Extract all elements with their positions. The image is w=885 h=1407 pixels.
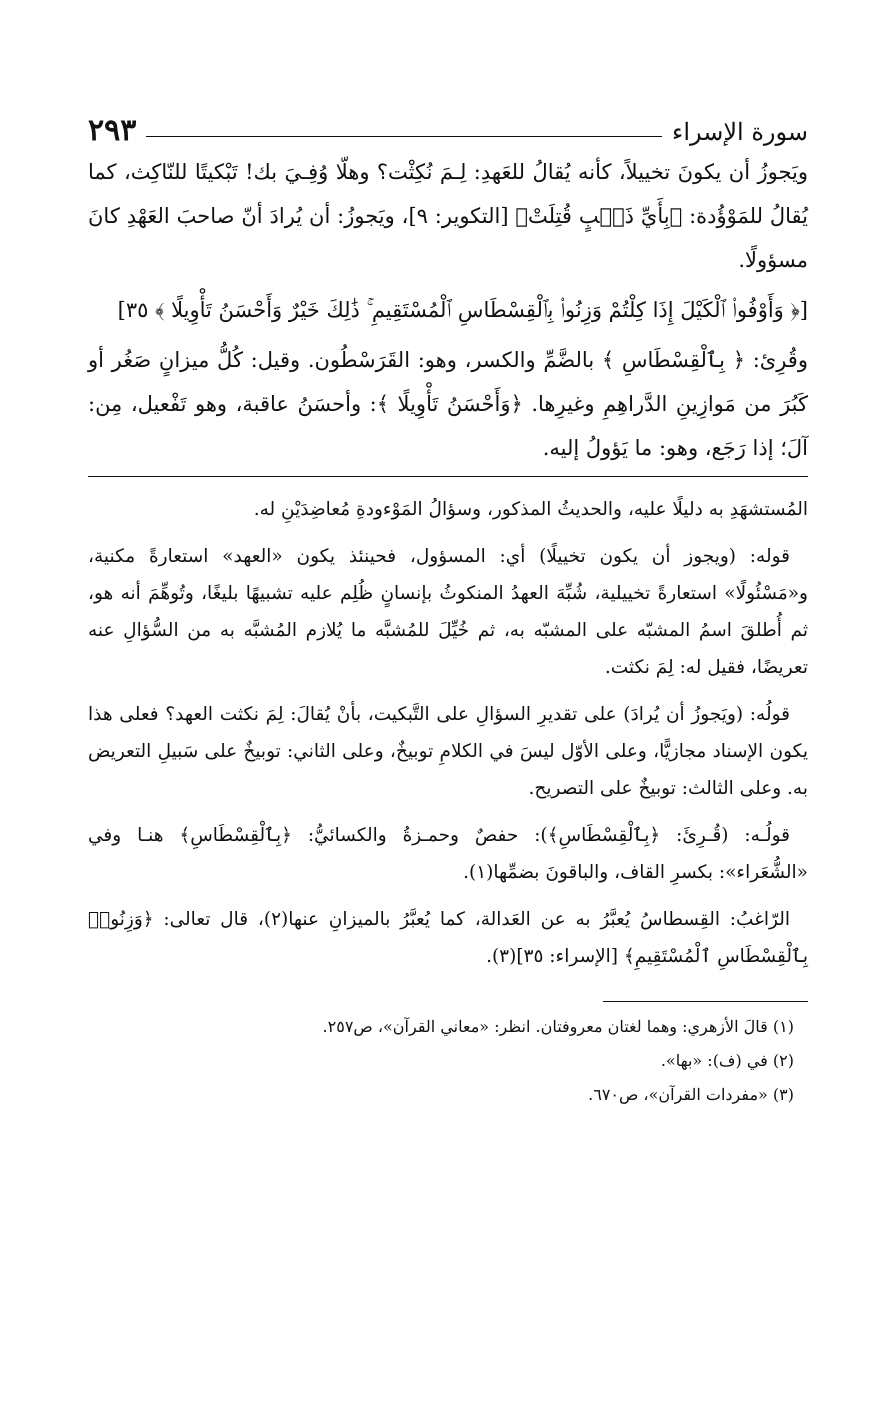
main-text bbox=[88, 150, 808, 470]
commentary-paragraph: قوله: (ويجوز أن يكون تخييلًا) أي: المسؤول، فحينئذ يكون «العهد» استعارةً مكنية، و«مَسْئُولًا» استعارةً تخييلية، شُبِّهَ العهدُ المنكوثُ بإنسانٍ ظُلِم عليه تشبيهًا بليغًا، وتُوهِّمَ أنه هو، ثم أُطلقَ اسمُ المشبّه على المشبّه به، ثم خُيِّلَ للمُشبَّه ما يُلازم المُشبَّه به من السُّؤالِ عنه تعريضًا، فقيل له: لِمَ نكثت. bbox=[88, 546, 808, 678]
section-divider bbox=[88, 476, 808, 477]
main-paragraph: وقُرِئ: ﴿ بِٱلْقِسْطَاسِ ﴾ بالضَّمِّ والكسر، وهو: القَرَسْطُون. وقيل: كُلُّ ميزانٍ صَغُر أو كَبُرَ من مَوازِينِ الدَّراهِمِ وغيرِها. ﴿وَأَحْسَنُ تَأْوِيلًا ﴾: وأحسَنُ عاقبة، وهو تَفْعيل، مِن: آلَ؛ إذا رَجَع، وهو: ما يَؤولُ إليه. bbox=[88, 348, 808, 460]
footnote: (٢) في (ف): «بها». bbox=[660, 1051, 794, 1070]
footnote-rule bbox=[603, 1001, 808, 1002]
quran-verse: [﴿ وَأَوْفُوا۟ ٱلْكَيْلَ إِذَا كِلْتُمْ وَزِنُوا۟ بِٱلْقِسْطَاسِ ٱلْمُسْتَقِيمِ ۚ ذَٰلِكَ خَيْرٌ وَأَحْسَنُ تَأْوِيلًا ﴾ ٣٥] bbox=[117, 298, 808, 322]
footnote: (١) قالَ الأزهري: وهما لغتان معروفتان. انظر: «معاني القرآن»، ص٢٥٧. bbox=[322, 1017, 794, 1036]
commentary bbox=[88, 491, 808, 975]
header-rule bbox=[146, 136, 662, 137]
book-page bbox=[88, 100, 808, 1112]
main-paragraph: ويَجوزُ أن يكونَ تخييلاً، كأنه يُقالُ للعَهدِ: لِـمَ نُكِثْت؟ وهلّا وُفِـيَ بك! تَبْكيتًا للنّاكِث، كما يُقالُ للمَوْؤُدة: ﴿بِأَيِّ ذَنۢبٍ قُتِلَتْ﴾ [التكوير: ٩]، ويَجوزُ: أن يُرادَ أنّ صاحبَ العَهْدِ كانَ مسؤولًا. bbox=[88, 160, 809, 272]
running-header bbox=[88, 100, 808, 146]
commentary-paragraph: المُستشهَدِ به دليلًا عليه، والحديثُ المذكور، وسؤالُ المَوْءودةِ مُعاضِدَيْنِ له. bbox=[253, 499, 808, 520]
page-number: ٢٩٣ bbox=[88, 113, 137, 148]
commentary-paragraph: الرّاغبُ: القِسطاسُ يُعبَّرُ به عن العَدالة، كما يُعبَّرُ بالميزانِ عنها(٢)، قال تعالى: ﴿وَزِنُوا۟ بِٱلْقِسْطَاسِ ٱلْمُسْتَقِيمِ﴾ [الإسراء: ٣٥](٣). bbox=[88, 909, 808, 967]
commentary-paragraph: قولُـه: (قُـرِئَ: ﴿بِٱلْقِسْطَاسِ﴾): حفصٌ وحمـزةُ والكسائيُّ: ﴿بِٱلْقِسْطَاسِ﴾ هنـا وفي «الشُّعَراء»: بكسرِ القاف، والباقونَ بضمِّها(١). bbox=[88, 825, 808, 883]
footnotes bbox=[88, 1010, 808, 1112]
surah-title: سورة الإسراء bbox=[672, 118, 808, 146]
footnote: (٣) «مفردات القرآن»، ص٦٧٠. bbox=[588, 1085, 794, 1104]
commentary-paragraph: قولُه: (ويَجوزُ أن يُرادَ) على تقديرِ السؤالِ على التَّبكيت، بأنْ يُقالَ: لِمَ نكثت العهد؟ فعلى هذا يكون الإسناد مجازيًّا، وعلى الأوّل ليسَ في الكلامِ توبيخٌ، وعلى الثاني: توبيخٌ على سَبيلِ التعريض به. وعلى الثالث: توبيخٌ على التصريح. bbox=[88, 704, 808, 799]
